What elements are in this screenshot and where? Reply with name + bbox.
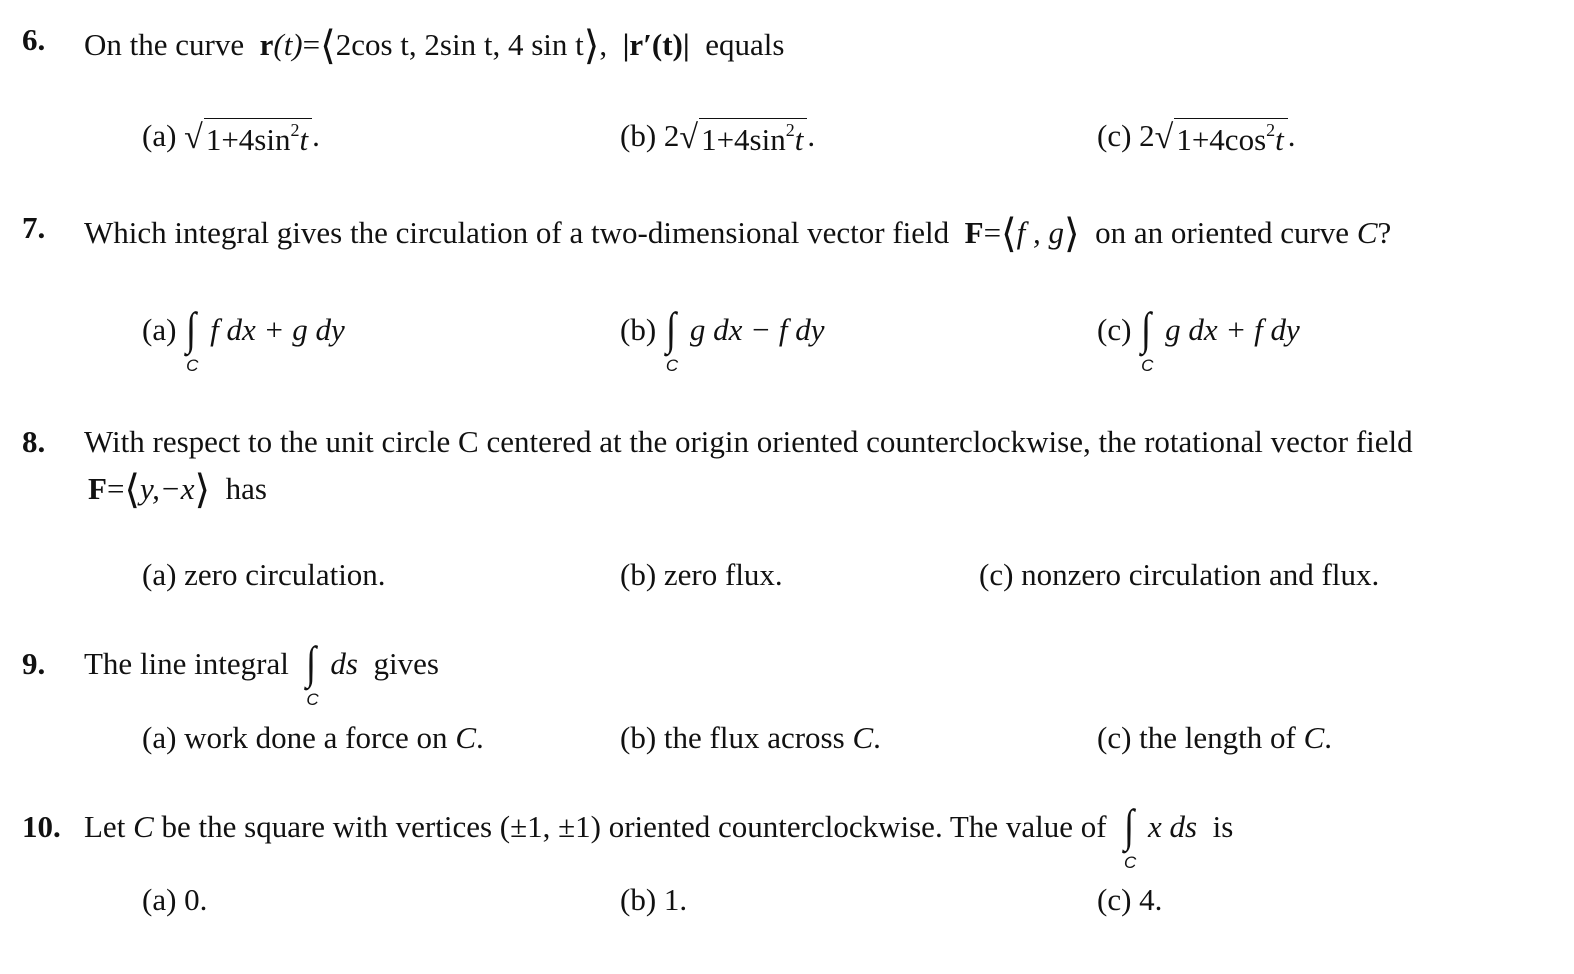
- question-stem-line2: F=⟨y,−x⟩ has: [88, 467, 267, 512]
- question-stem: Let C be the square with vertices (±1, ±1) oriented counterclockwise. The value of ∫ C x ds is: [84, 800, 1234, 872]
- option-b[interactable]: (b) ∫ C g dx − f dy: [620, 303, 825, 375]
- option-b[interactable]: (b) zero flux.: [620, 557, 783, 592]
- question-number: 6.: [22, 22, 46, 57]
- option-a[interactable]: (a) ∫ C f dx + g dy: [142, 303, 345, 375]
- sqrt-expression: √ $1+4\cos^2t$: [1155, 118, 1288, 155]
- integral-sign: ∫ C: [1124, 800, 1137, 872]
- option-b[interactable]: (b) the flux across C .: [620, 720, 881, 755]
- question-stem: On the curve r(t)=⟨2cos t, 2sin t, 4 sin t⟩, |r′(t)| equals: [84, 23, 785, 68]
- question-stem: The line integral ∫ C ds gives: [84, 637, 439, 709]
- sqrt-expression: √ $1+4\sin^2t$: [184, 118, 312, 155]
- option-c[interactable]: (c) nonzero circulation and flux.: [979, 557, 1380, 592]
- integral-sign: ∫ C: [1141, 303, 1154, 375]
- option-b[interactable]: (b) 1.: [620, 882, 688, 917]
- option-c[interactable]: (c) 2 √ $1+4\cos^2t$ .: [1097, 118, 1296, 157]
- question-number: 10.: [22, 809, 61, 844]
- option-b[interactable]: (b) 2 √ $1+4\sin^2t$ .: [620, 118, 816, 157]
- option-c[interactable]: (c) the length of C .: [1097, 720, 1333, 755]
- option-a[interactable]: (a) 0.: [142, 882, 208, 917]
- question-number: 9.: [22, 646, 46, 681]
- option-a[interactable]: (a) zero circulation.: [142, 557, 386, 592]
- integral-sign: ∫ C: [306, 637, 319, 709]
- question-stem: With respect to the unit circle C centered at the origin oriented counterclockwise, the rotational vector field: [84, 424, 1413, 459]
- option-c[interactable]: (c) 4.: [1097, 882, 1163, 917]
- option-a[interactable]: (a) √ $1+4\sin^2t$ .: [142, 118, 320, 157]
- question-number: 8.: [22, 424, 46, 459]
- integral-sign: ∫ C: [186, 303, 199, 375]
- question-number: 7.: [22, 210, 46, 245]
- question-stem: Which integral gives the circulation of a two-dimensional vector field F=⟨f , g⟩ on an oriented curve C?: [84, 211, 1392, 256]
- option-c[interactable]: (c) ∫ C g dx + f dy: [1097, 303, 1300, 375]
- option-a[interactable]: (a) work done a force on C .: [142, 720, 484, 755]
- sqrt-expression: √ $1+4\sin^2t$: [679, 118, 807, 155]
- integral-sign: ∫ C: [665, 303, 679, 375]
